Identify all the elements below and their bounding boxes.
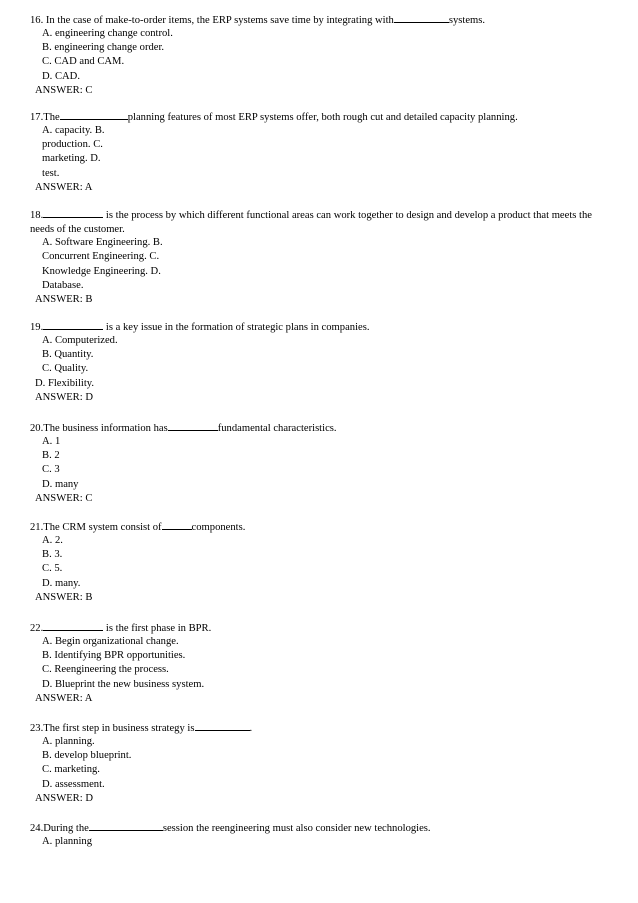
- answer-blank: [168, 420, 218, 431]
- question-number: 24.: [30, 823, 44, 834]
- question-number: 20.: [30, 423, 44, 434]
- option: production. C.: [42, 139, 103, 150]
- answer-blank: [162, 519, 192, 530]
- answer-blank: [43, 620, 103, 631]
- question-post: components.: [191, 522, 246, 533]
- answer-blank: [394, 12, 449, 23]
- option: A. engineering change control.: [42, 28, 173, 39]
- question-post: session the reengineering must also consider new technologies.: [162, 823, 431, 834]
- option: A. Computerized.: [42, 335, 118, 346]
- question-pre: The business information has: [43, 423, 168, 434]
- answer: ANSWER: A: [35, 693, 93, 704]
- answer: ANSWER: B: [35, 592, 93, 603]
- option: B. 2: [42, 450, 60, 461]
- question-text: [30, 519, 245, 535]
- answer-blank: [89, 820, 163, 831]
- question-text: [30, 420, 337, 436]
- question-number: 17.: [30, 112, 44, 123]
- question-pre: The CRM system consist of: [43, 522, 162, 533]
- option: B. Quantity.: [42, 349, 94, 360]
- option: D. assessment.: [42, 779, 105, 790]
- question-pre: The: [43, 112, 60, 123]
- question-text: [30, 319, 370, 335]
- option: Concurrent Engineering. C.: [42, 251, 160, 262]
- option: D. many.: [42, 578, 81, 589]
- option: test.: [42, 168, 60, 179]
- question-number: 23.: [30, 723, 44, 734]
- answer: ANSWER: C: [35, 85, 93, 96]
- question-pre: In the case of make-to-order items, the ERP systems save time by integrating with: [45, 15, 394, 26]
- question-post: fundamental characteristics.: [217, 423, 337, 434]
- option: D. Blueprint the new business system.: [42, 679, 205, 690]
- answer: ANSWER: D: [35, 793, 93, 804]
- question-number: 22.: [30, 623, 44, 634]
- question-text: [30, 207, 592, 237]
- question-number: 18.: [30, 210, 44, 221]
- question-number: 21.: [30, 522, 44, 533]
- option: C. 5.: [42, 563, 63, 574]
- question-text: [30, 620, 211, 636]
- option: D. CAD.: [42, 71, 80, 82]
- option: marketing. D.: [42, 153, 101, 164]
- option: A. 1: [42, 436, 61, 447]
- option: D. many: [42, 479, 79, 490]
- option: C. CAD and CAM.: [42, 56, 125, 67]
- answer: ANSWER: B: [35, 294, 93, 305]
- answer-blank: [43, 319, 103, 330]
- option: C. Reengineering the process.: [42, 664, 169, 675]
- option: B. develop blueprint.: [42, 750, 132, 761]
- option: Database.: [42, 280, 84, 291]
- question-text: [30, 820, 431, 836]
- question-text: [30, 12, 485, 28]
- option: B. 3.: [42, 549, 63, 560]
- answer-blank: [195, 720, 250, 731]
- option: B. Identifying BPR opportunities.: [42, 650, 186, 661]
- question-post: is a key issue in the formation of strategic plans in companies.: [105, 322, 370, 333]
- answer-blank: [60, 109, 128, 120]
- option: A. capacity. B.: [42, 125, 105, 136]
- option: A. planning: [42, 836, 93, 847]
- question-post: .: [249, 723, 253, 734]
- answer: ANSWER: D: [35, 392, 93, 403]
- option: A. planning.: [42, 736, 95, 747]
- question-post: is the first phase in BPR.: [105, 623, 212, 634]
- question-post: systems.: [448, 15, 486, 26]
- option: B. engineering change order.: [42, 42, 165, 53]
- question-text: [30, 109, 518, 125]
- question-number: 16.: [30, 15, 44, 26]
- question-post: is the process by which different functional areas can work together to design and develop a product that meets the needs of the customer.: [30, 210, 592, 235]
- answer-blank: [43, 207, 103, 218]
- option: A. Software Engineering. B.: [42, 237, 163, 248]
- answer: ANSWER: C: [35, 493, 93, 504]
- option: C. 3: [42, 464, 60, 475]
- option: D. Flexibility.: [35, 378, 95, 389]
- option: Knowledge Engineering. D.: [42, 266, 161, 277]
- answer: ANSWER: A: [35, 182, 93, 193]
- question-post: planning features of most ERP systems offer, both rough cut and detailed capacity planning.: [127, 112, 518, 123]
- option: A. Begin organizational change.: [42, 636, 179, 647]
- question-pre: The first step in business strategy is: [43, 723, 195, 734]
- option: C. Quality.: [42, 363, 89, 374]
- question-number: 19.: [30, 322, 44, 333]
- option: C. marketing.: [42, 764, 100, 775]
- question-pre: During the: [43, 823, 89, 834]
- question-text: [30, 720, 252, 736]
- option: A. 2.: [42, 535, 63, 546]
